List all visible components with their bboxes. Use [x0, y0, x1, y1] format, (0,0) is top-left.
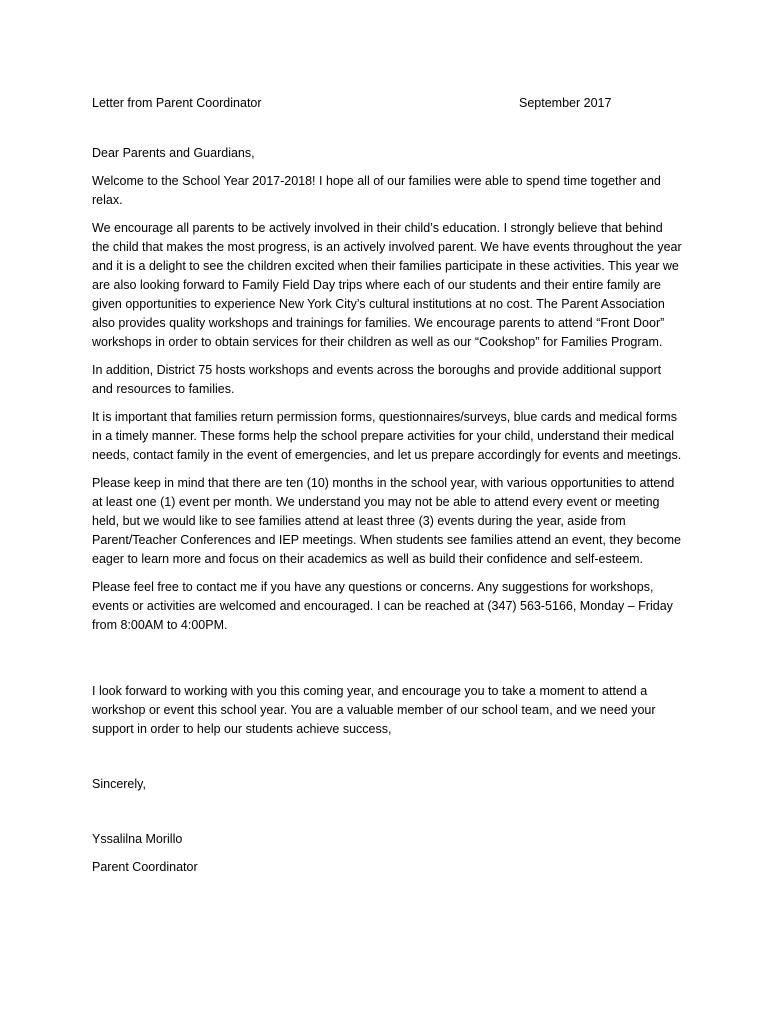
- paragraph-forms: It is important that families return permission forms, questionnaires/surveys, blue cards and medical forms in a timely manner. These forms help the school prepare activities for your child, understand their medical needs, contact family in the event of emergencies, and let us prepare accordingly for events and meetings.: [92, 410, 682, 462]
- paragraph-contact: Please feel free to contact me if you have any questions or concerns. Any suggestions for workshops, events or activities are welcomed and encouraged. I can be reached at (347) 563-5166, Monday – Friday from 8:00AM to 4:00PM.: [92, 580, 673, 632]
- signoff: Sincerely,: [92, 777, 146, 791]
- paragraph-district-75: In addition, District 75 hosts workshops and events across the boroughs and provide additional support and resources to families.: [92, 363, 662, 396]
- paragraph-events: Please keep in mind that there are ten (10) months in the school year, with various opportunities to attend at least one (1) event per month. We understand you may not be able to attend every event or meeting held, but we would like to see families attend at least three (3) events during the year, aside from Parent/Teacher Conferences and IEP meetings. When students see families attend an event, they become eager to learn more and focus on their academics as well as build their confidence and self-esteem.: [92, 476, 682, 566]
- paragraph-closing: I look forward to working with you this coming year, and encourage you to take a moment to attend a workshop or event this school year. You are a valuable member of our school team, and we need your support in order to help our students achieve success,: [92, 684, 656, 736]
- paragraph-welcome: Welcome to the School Year 2017-2018! I hope all of our families were able to spend time together and relax.: [92, 174, 661, 207]
- letter-body: [92, 94, 682, 877]
- paragraph-involvement: We encourage all parents to be actively involved in their child’s education. I strongly believe that behind the child that makes the most progress, is an actively involved parent. We have events throughout the year and it is a delight to see the children excited when their families participate in these activities. This year we are also looking forward to Family Field Day trips where each of our students and their entire family are given opportunities to experience New York City’s cultural institutions at no cost. The Parent Association also provides quality workshops and trainings for families. We encourage parents to attend “Front Door” workshops in order to obtain services for their children as well as our “Cookshop” for Families Program.: [92, 221, 682, 349]
- signer-title: Parent Coordinator: [92, 860, 198, 874]
- signer-name: Yssalilna Morillo: [92, 832, 183, 846]
- letter-title: Letter from Parent Coordinator: [92, 96, 262, 110]
- salutation: Dear Parents and Guardians,: [92, 146, 255, 160]
- letter-date: September 2017: [519, 96, 612, 110]
- letter-header: [92, 94, 682, 113]
